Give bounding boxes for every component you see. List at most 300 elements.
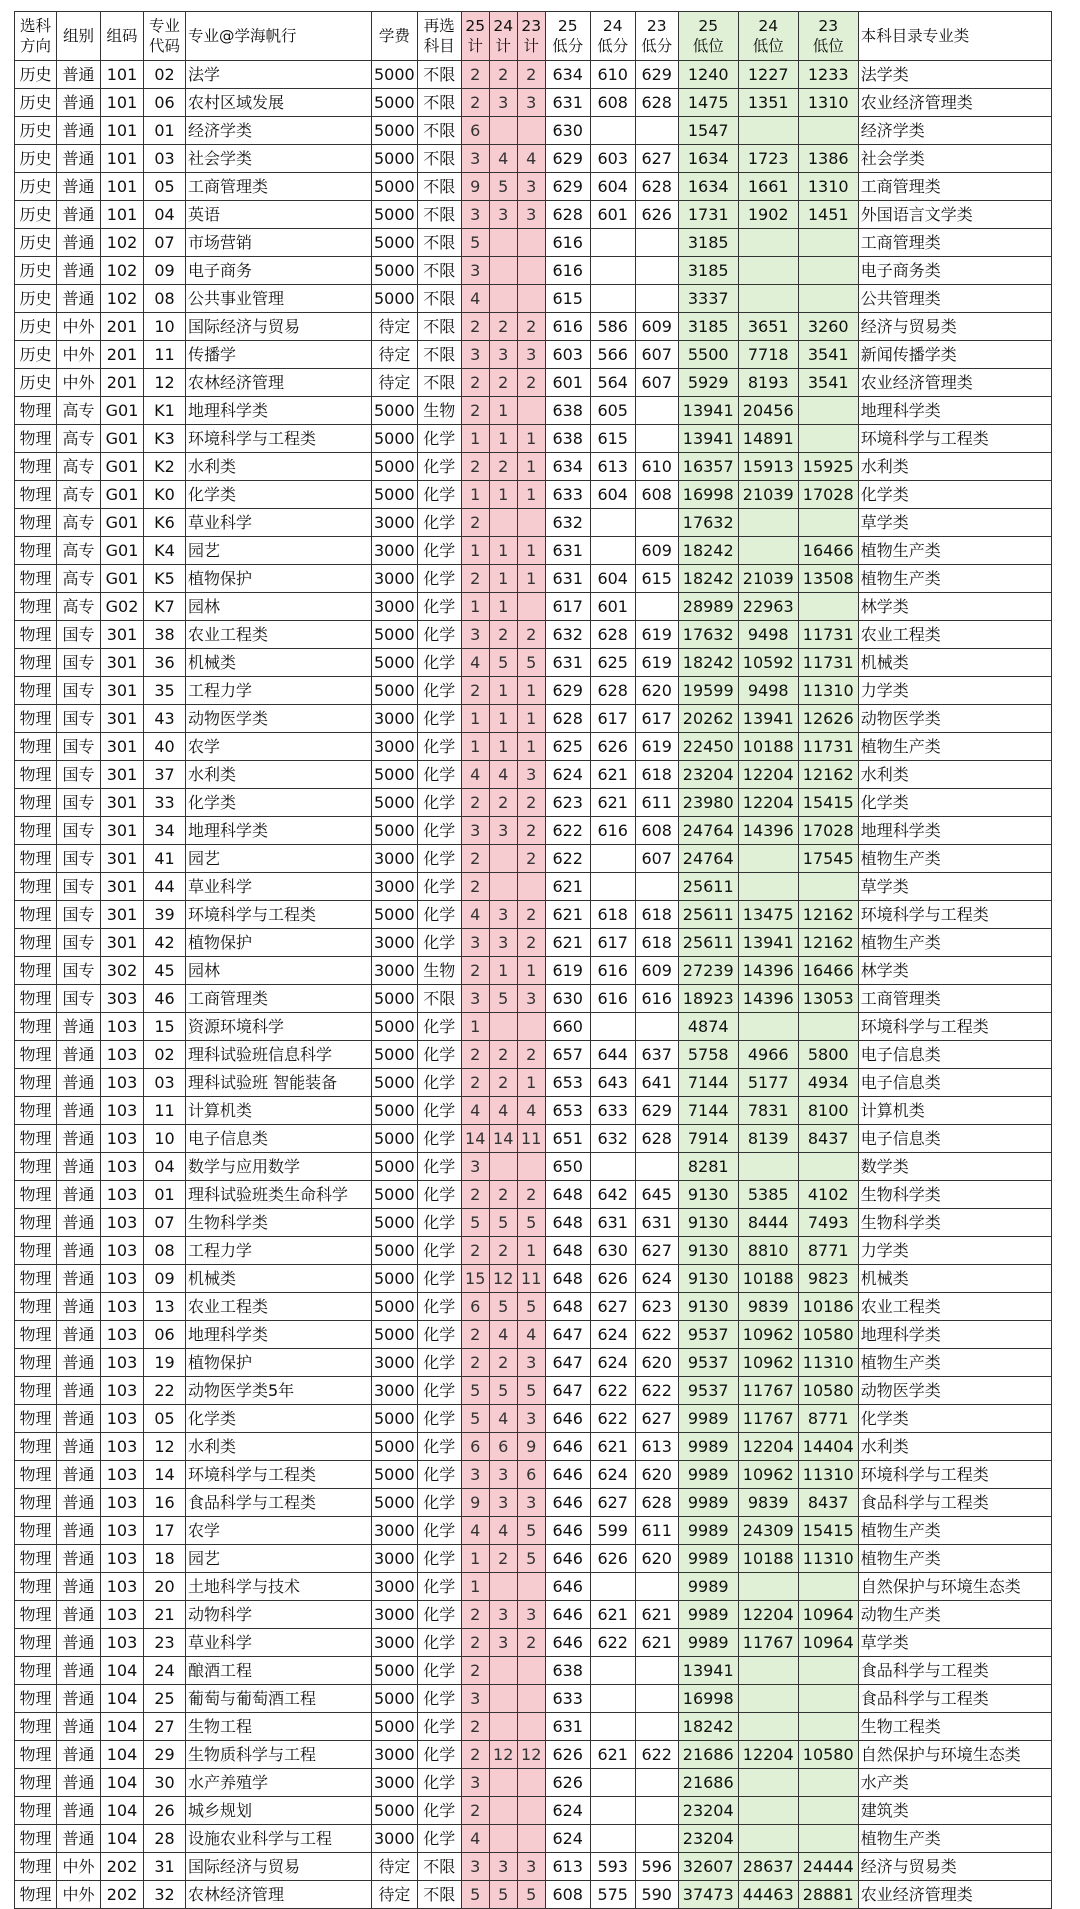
cell-plan-23: 1: [517, 453, 545, 481]
cell-elective-subject: 不限: [417, 313, 461, 341]
cell-catalog-category: 环境科学与工程类: [858, 1013, 1051, 1041]
cell-min-score-24: 605: [590, 397, 635, 425]
cell-min-rank-24: 12204: [738, 1741, 798, 1769]
cell-min-score-25: 622: [545, 845, 590, 873]
table-row: [15, 61, 1052, 89]
cell-group-code: 102: [101, 257, 144, 285]
cell-plan-24: 5: [489, 1293, 517, 1321]
cell-catalog-category: 动物医学类: [858, 705, 1051, 733]
cell-group-type: 中外: [57, 341, 101, 369]
cell-plan-23: 11: [517, 1265, 545, 1293]
table-row: [15, 1013, 1052, 1041]
cell-plan-25: 5: [461, 1209, 489, 1237]
cell-plan-25: 2: [461, 789, 489, 817]
cell-min-score-25: 646: [545, 1601, 590, 1629]
cell-min-rank-23: 1310: [798, 89, 858, 117]
cell-min-score-25: 629: [545, 677, 590, 705]
cell-plan-25: 1: [461, 481, 489, 509]
cell-group-code: 301: [101, 621, 144, 649]
cell-group-type: 国专: [57, 873, 101, 901]
cell-subject-direction: 物理: [15, 733, 57, 761]
cell-plan-24: [489, 1797, 517, 1825]
cell-subject-direction: 物理: [15, 1377, 57, 1405]
cell-major-name: 环境科学与工程类: [186, 1461, 372, 1489]
cell-major-name: 园艺: [186, 1545, 372, 1573]
cell-subject-direction: 物理: [15, 1629, 57, 1657]
cell-catalog-category: 机械类: [858, 1265, 1051, 1293]
cell-min-score-23: [635, 397, 678, 425]
cell-plan-24: 3: [489, 89, 517, 117]
cell-major-name: 园林: [186, 593, 372, 621]
cell-group-type: 普通: [57, 1573, 101, 1601]
cell-min-rank-23: [798, 1713, 858, 1741]
cell-min-rank-25: 9130: [678, 1265, 738, 1293]
cell-min-score-23: 608: [635, 481, 678, 509]
table-row: [15, 229, 1052, 257]
cell-group-type: 国专: [57, 705, 101, 733]
cell-plan-25: 5: [461, 1377, 489, 1405]
cell-min-rank-24: [738, 257, 798, 285]
cell-group-code: 103: [101, 1573, 144, 1601]
cell-plan-24: 5: [489, 985, 517, 1013]
cell-catalog-category: 经济与贸易类: [858, 313, 1051, 341]
cell-major-code: 14: [144, 1461, 186, 1489]
cell-min-rank-24: 14396: [738, 817, 798, 845]
cell-major-name: 英语: [186, 201, 372, 229]
cell-min-rank-23: 11731: [798, 649, 858, 677]
cell-min-rank-23: [798, 1153, 858, 1181]
cell-group-code: 103: [101, 1069, 144, 1097]
cell-min-rank-24: 3651: [738, 313, 798, 341]
cell-subject-direction: 物理: [15, 1153, 57, 1181]
cell-plan-24: [489, 1013, 517, 1041]
cell-subject-direction: 物理: [15, 1181, 57, 1209]
cell-major-code: 21: [144, 1601, 186, 1629]
cell-plan-25: 2: [461, 565, 489, 593]
cell-plan-25: 2: [461, 845, 489, 873]
cell-min-score-25: 638: [545, 397, 590, 425]
cell-major-name: 化学类: [186, 481, 372, 509]
cell-plan-24: 2: [489, 1237, 517, 1265]
cell-group-type: 普通: [57, 257, 101, 285]
cell-tuition: 3000: [372, 537, 418, 565]
cell-elective-subject: 化学: [417, 593, 461, 621]
cell-major-name: 水利类: [186, 761, 372, 789]
cell-plan-23: [517, 1153, 545, 1181]
cell-group-type: 国专: [57, 789, 101, 817]
cell-group-code: 101: [101, 201, 144, 229]
cell-elective-subject: 化学: [417, 425, 461, 453]
cell-major-name: 土地科学与技术: [186, 1573, 372, 1601]
cell-min-score-23: 616: [635, 985, 678, 1013]
cell-min-score-25: 633: [545, 1685, 590, 1713]
cell-min-score-24: 622: [590, 1377, 635, 1405]
cell-min-score-23: 624: [635, 1265, 678, 1293]
cell-major-name: 市场营销: [186, 229, 372, 257]
cell-group-code: 101: [101, 61, 144, 89]
cell-subject-direction: 物理: [15, 1209, 57, 1237]
cell-min-score-24: 628: [590, 677, 635, 705]
cell-plan-25: 5: [461, 1881, 489, 1909]
cell-plan-23: 11: [517, 1125, 545, 1153]
cell-min-rank-23: [798, 229, 858, 257]
cell-min-score-24: [590, 117, 635, 145]
table-row: [15, 257, 1052, 285]
cell-min-score-24: 644: [590, 1041, 635, 1069]
cell-catalog-category: 草学类: [858, 509, 1051, 537]
cell-plan-25: 3: [461, 201, 489, 229]
cell-min-rank-24: 13475: [738, 901, 798, 929]
cell-group-code: 301: [101, 761, 144, 789]
cell-subject-direction: 历史: [15, 201, 57, 229]
cell-catalog-category: 植物生产类: [858, 733, 1051, 761]
cell-tuition: 5000: [372, 1797, 418, 1825]
cell-min-rank-24: 8139: [738, 1125, 798, 1153]
cell-plan-24: [489, 229, 517, 257]
cell-min-rank-25: 25611: [678, 873, 738, 901]
cell-plan-23: 4: [517, 1097, 545, 1125]
cell-subject-direction: 物理: [15, 1013, 57, 1041]
cell-subject-direction: 物理: [15, 1237, 57, 1265]
cell-subject-direction: 物理: [15, 621, 57, 649]
cell-min-rank-23: [798, 873, 858, 901]
cell-elective-subject: 不限: [417, 257, 461, 285]
cell-group-type: 国专: [57, 621, 101, 649]
cell-group-code: 101: [101, 173, 144, 201]
cell-plan-24: 4: [489, 145, 517, 173]
cell-min-rank-25: 1731: [678, 201, 738, 229]
cell-group-type: 普通: [57, 1601, 101, 1629]
cell-tuition: 待定: [372, 1853, 418, 1881]
cell-major-code: 32: [144, 1881, 186, 1909]
cell-major-code: 45: [144, 957, 186, 985]
cell-min-rank-24: 20456: [738, 397, 798, 425]
cell-tuition: 3000: [372, 1769, 418, 1797]
cell-plan-25: 5: [461, 1405, 489, 1433]
cell-min-rank-24: 10188: [738, 733, 798, 761]
cell-plan-25: 1: [461, 733, 489, 761]
cell-min-rank-25: 9989: [678, 1517, 738, 1545]
cell-min-rank-24: 11767: [738, 1629, 798, 1657]
cell-min-score-23: [635, 1153, 678, 1181]
cell-min-score-24: [590, 1769, 635, 1797]
cell-min-score-24: [590, 845, 635, 873]
cell-min-rank-25: 28989: [678, 593, 738, 621]
cell-min-rank-24: 1723: [738, 145, 798, 173]
cell-group-type: 普通: [57, 1433, 101, 1461]
cell-tuition: 5000: [372, 1181, 418, 1209]
cell-major-code: K4: [144, 537, 186, 565]
cell-plan-24: 2: [489, 313, 517, 341]
cell-subject-direction: 物理: [15, 425, 57, 453]
cell-plan-25: 2: [461, 1657, 489, 1685]
cell-major-name: 法学: [186, 61, 372, 89]
admission-table: [14, 11, 1052, 1909]
cell-min-rank-25: 25611: [678, 901, 738, 929]
cell-elective-subject: 化学: [417, 873, 461, 901]
cell-min-rank-24: 8444: [738, 1209, 798, 1237]
cell-min-score-24: 630: [590, 1237, 635, 1265]
cell-elective-subject: 化学: [417, 1377, 461, 1405]
cell-min-score-23: 628: [635, 89, 678, 117]
cell-min-score-24: 566: [590, 341, 635, 369]
cell-min-score-25: 631: [545, 1713, 590, 1741]
cell-subject-direction: 物理: [15, 565, 57, 593]
cell-min-rank-24: 12204: [738, 1433, 798, 1461]
cell-elective-subject: 化学: [417, 817, 461, 845]
table-row: [15, 1405, 1052, 1433]
cell-min-rank-23: [798, 1825, 858, 1853]
cell-min-score-25: 621: [545, 901, 590, 929]
cell-plan-23: 3: [517, 761, 545, 789]
cell-subject-direction: 物理: [15, 593, 57, 621]
cell-plan-24: 4: [489, 1517, 517, 1545]
cell-plan-23: 1: [517, 733, 545, 761]
cell-catalog-category: 化学类: [858, 1405, 1051, 1433]
cell-min-score-25: 601: [545, 369, 590, 397]
cell-plan-24: 3: [489, 929, 517, 957]
cell-min-score-23: 645: [635, 1181, 678, 1209]
cell-catalog-category: 草学类: [858, 873, 1051, 901]
cell-min-score-23: 607: [635, 845, 678, 873]
cell-min-score-24: 624: [590, 1349, 635, 1377]
cell-tuition: 3000: [372, 705, 418, 733]
cell-min-score-24: 610: [590, 61, 635, 89]
cell-min-score-23: 627: [635, 1237, 678, 1265]
cell-subject-direction: 物理: [15, 1853, 57, 1881]
cell-group-type: 高专: [57, 425, 101, 453]
table-row: [15, 1209, 1052, 1237]
cell-plan-23: 1: [517, 957, 545, 985]
cell-elective-subject: 化学: [417, 1461, 461, 1489]
cell-tuition: 5000: [372, 285, 418, 313]
cell-group-type: 普通: [57, 1629, 101, 1657]
cell-group-type: 普通: [57, 1657, 101, 1685]
cell-major-code: 22: [144, 1377, 186, 1405]
cell-subject-direction: 物理: [15, 1825, 57, 1853]
cell-group-code: G01: [101, 397, 144, 425]
cell-min-rank-25: 27239: [678, 957, 738, 985]
cell-plan-23: [517, 873, 545, 901]
cell-min-score-24: 631: [590, 1209, 635, 1237]
cell-min-score-24: 615: [590, 425, 635, 453]
cell-min-score-23: 617: [635, 705, 678, 733]
cell-major-code: 01: [144, 117, 186, 145]
cell-min-rank-25: 7144: [678, 1069, 738, 1097]
table-row: [15, 1041, 1052, 1069]
cell-group-code: 301: [101, 873, 144, 901]
cell-tuition: 待定: [372, 313, 418, 341]
cell-min-score-25: 647: [545, 1349, 590, 1377]
cell-min-score-23: 620: [635, 1545, 678, 1573]
cell-min-rank-24: [738, 1153, 798, 1181]
cell-plan-25: 4: [461, 761, 489, 789]
cell-major-code: 33: [144, 789, 186, 817]
cell-major-name: 植物保护: [186, 1349, 372, 1377]
cell-min-score-24: 622: [590, 1629, 635, 1657]
cell-min-score-25: 650: [545, 1153, 590, 1181]
cell-catalog-category: 环境科学与工程类: [858, 901, 1051, 929]
cell-major-code: 05: [144, 1405, 186, 1433]
cell-min-rank-25: 18242: [678, 537, 738, 565]
cell-subject-direction: 物理: [15, 1517, 57, 1545]
cell-min-score-24: 564: [590, 369, 635, 397]
cell-min-score-24: 617: [590, 929, 635, 957]
cell-catalog-category: 机械类: [858, 649, 1051, 677]
cell-catalog-category: 植物生产类: [858, 1349, 1051, 1377]
cell-plan-23: [517, 257, 545, 285]
table-row: [15, 761, 1052, 789]
cell-subject-direction: 物理: [15, 1489, 57, 1517]
cell-group-code: 104: [101, 1657, 144, 1685]
cell-major-name: 园艺: [186, 537, 372, 565]
cell-group-type: 普通: [57, 1265, 101, 1293]
cell-group-code: G01: [101, 481, 144, 509]
cell-min-rank-24: 13941: [738, 705, 798, 733]
cell-min-score-23: [635, 1769, 678, 1797]
cell-min-rank-23: 11731: [798, 733, 858, 761]
cell-min-score-25: 648: [545, 1293, 590, 1321]
cell-plan-24: 3: [489, 201, 517, 229]
cell-subject-direction: 历史: [15, 369, 57, 397]
cell-min-score-24: 621: [590, 789, 635, 817]
cell-tuition: 5000: [372, 985, 418, 1013]
table-row: [15, 117, 1052, 145]
cell-major-code: 43: [144, 705, 186, 733]
cell-tuition: 5000: [372, 425, 418, 453]
cell-plan-24: 14: [489, 1125, 517, 1153]
cell-min-score-23: 628: [635, 1125, 678, 1153]
cell-min-score-23: 619: [635, 733, 678, 761]
cell-plan-23: [517, 229, 545, 257]
cell-min-rank-23: [798, 1797, 858, 1825]
cell-elective-subject: 化学: [417, 1517, 461, 1545]
cell-elective-subject: 化学: [417, 1013, 461, 1041]
cell-major-name: 工程力学: [186, 1237, 372, 1265]
cell-group-code: G01: [101, 565, 144, 593]
cell-elective-subject: 化学: [417, 929, 461, 957]
cell-major-name: 农学: [186, 733, 372, 761]
cell-catalog-category: 生物工程类: [858, 1713, 1051, 1741]
table-row: [15, 1293, 1052, 1321]
cell-major-code: 37: [144, 761, 186, 789]
cell-catalog-category: 农业工程类: [858, 621, 1051, 649]
cell-min-rank-25: 9989: [678, 1461, 738, 1489]
cell-plan-25: 1: [461, 1545, 489, 1573]
cell-group-type: 普通: [57, 1013, 101, 1041]
cell-major-code: 30: [144, 1769, 186, 1797]
cell-plan-25: 4: [461, 1517, 489, 1545]
cell-plan-24: 4: [489, 761, 517, 789]
cell-tuition: 5000: [372, 1237, 418, 1265]
cell-plan-24: 1: [489, 593, 517, 621]
cell-min-rank-25: 9989: [678, 1489, 738, 1517]
cell-tuition: 5000: [372, 1041, 418, 1069]
cell-group-type: 国专: [57, 761, 101, 789]
table-row: [15, 677, 1052, 705]
cell-major-code: 04: [144, 201, 186, 229]
cell-group-code: 301: [101, 845, 144, 873]
cell-group-code: G01: [101, 537, 144, 565]
cell-min-score-25: 646: [545, 1489, 590, 1517]
cell-plan-25: 2: [461, 1629, 489, 1657]
cell-plan-23: 2: [517, 621, 545, 649]
cell-subject-direction: 物理: [15, 1601, 57, 1629]
cell-min-rank-23: 9823: [798, 1265, 858, 1293]
table-row: [15, 89, 1052, 117]
cell-group-code: 103: [101, 1209, 144, 1237]
cell-group-type: 国专: [57, 957, 101, 985]
cell-plan-24: 2: [489, 453, 517, 481]
cell-min-rank-24: 28637: [738, 1853, 798, 1881]
cell-plan-25: 1: [461, 593, 489, 621]
header-major-name: 专业@学海帆行: [186, 12, 372, 61]
cell-elective-subject: 化学: [417, 453, 461, 481]
cell-catalog-category: 工商管理类: [858, 985, 1051, 1013]
table-row: [15, 453, 1052, 481]
cell-min-rank-23: 8100: [798, 1097, 858, 1125]
cell-min-rank-24: [738, 1657, 798, 1685]
cell-major-name: 国际经济与贸易: [186, 313, 372, 341]
cell-plan-24: 3: [489, 817, 517, 845]
cell-major-code: 05: [144, 173, 186, 201]
cell-tuition: 5000: [372, 1097, 418, 1125]
cell-major-code: 44: [144, 873, 186, 901]
cell-major-name: 数学与应用数学: [186, 1153, 372, 1181]
cell-group-code: 101: [101, 89, 144, 117]
cell-subject-direction: 历史: [15, 285, 57, 313]
cell-group-type: 普通: [57, 1545, 101, 1573]
cell-min-rank-25: 23204: [678, 761, 738, 789]
cell-elective-subject: 化学: [417, 565, 461, 593]
cell-elective-subject: 化学: [417, 1293, 461, 1321]
header-row: [15, 12, 1052, 61]
cell-min-rank-23: 15415: [798, 1517, 858, 1545]
cell-plan-24: 12: [489, 1265, 517, 1293]
cell-min-rank-23: [798, 1013, 858, 1041]
cell-subject-direction: 历史: [15, 145, 57, 173]
header-plan-25: 25 计: [461, 12, 489, 61]
cell-subject-direction: 物理: [15, 1573, 57, 1601]
cell-plan-23: [517, 593, 545, 621]
cell-group-code: 103: [101, 1489, 144, 1517]
cell-plan-24: 2: [489, 1041, 517, 1069]
cell-elective-subject: 不限: [417, 985, 461, 1013]
cell-min-score-25: 626: [545, 1741, 590, 1769]
cell-min-score-25: 626: [545, 1769, 590, 1797]
cell-group-code: 103: [101, 1433, 144, 1461]
cell-min-rank-25: 18242: [678, 649, 738, 677]
cell-major-code: 08: [144, 285, 186, 313]
cell-major-name: 生物质科学与工程: [186, 1741, 372, 1769]
table-row: [15, 1685, 1052, 1713]
cell-plan-24: 1: [489, 565, 517, 593]
cell-elective-subject: 化学: [417, 1769, 461, 1797]
table-row: [15, 1713, 1052, 1741]
cell-subject-direction: 物理: [15, 453, 57, 481]
cell-elective-subject: 化学: [417, 1573, 461, 1601]
cell-group-code: 103: [101, 1181, 144, 1209]
cell-plan-24: 2: [489, 789, 517, 817]
cell-min-score-24: 616: [590, 817, 635, 845]
cell-plan-24: 1: [489, 537, 517, 565]
cell-plan-24: 3: [489, 1601, 517, 1629]
cell-min-rank-25: 23204: [678, 1797, 738, 1825]
cell-min-rank-23: 3260: [798, 313, 858, 341]
cell-catalog-category: 农业经济管理类: [858, 1881, 1051, 1909]
cell-subject-direction: 物理: [15, 481, 57, 509]
cell-min-rank-25: 19599: [678, 677, 738, 705]
